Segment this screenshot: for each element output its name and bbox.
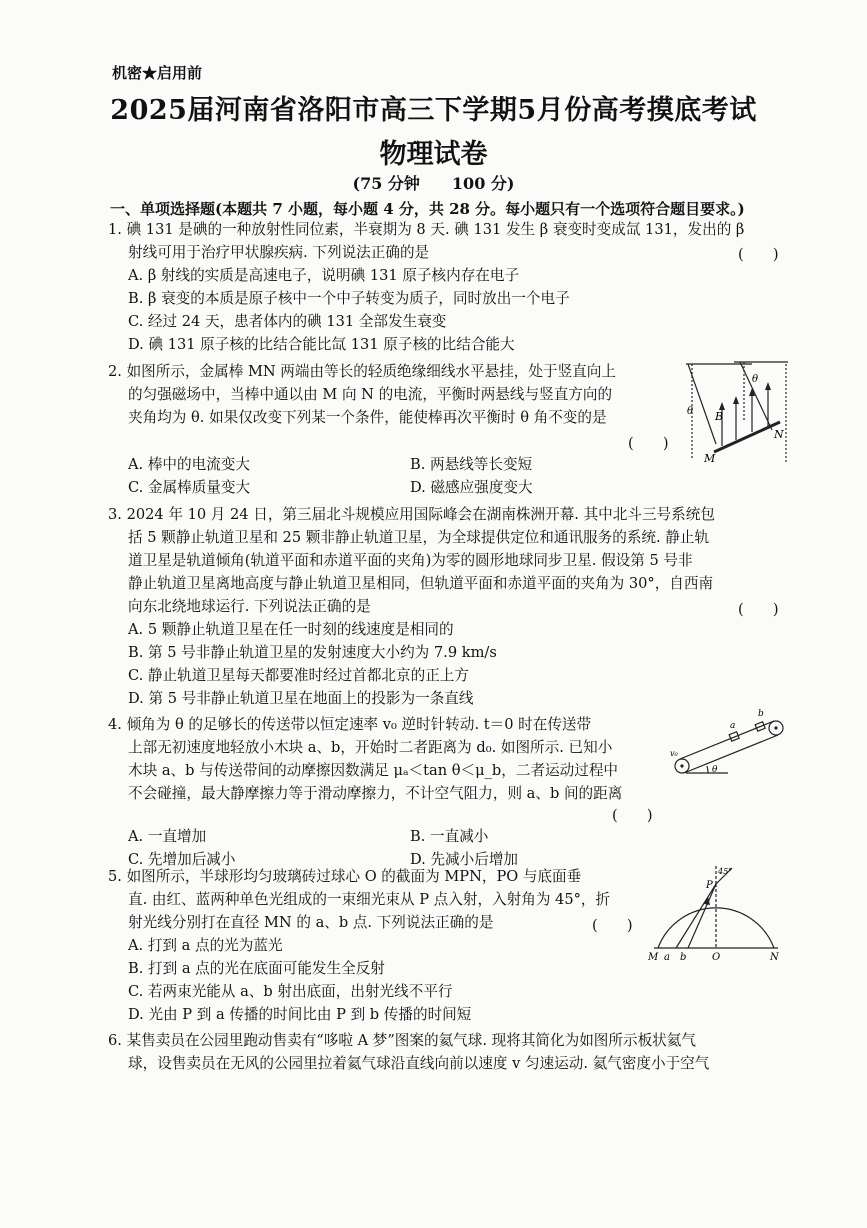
q4-stem-line3: 木块 a、b 与传送带间的动摩擦因数满足 μₐ＜tan θ＜μ_b，二者运动过程中 bbox=[128, 762, 619, 779]
q1-option-c: C. 经过 24 天，患者体内的碘 131 全部发生衰变 bbox=[128, 313, 447, 330]
q4-lower-axle bbox=[680, 764, 683, 767]
q4-stem-line1: 4. 倾角为 θ 的足够长的传送带以恒定速率 v₀ 逆时针转动. t＝0 时在传送带 bbox=[108, 716, 592, 733]
q3-stem-line5: 向东北绕地球运行. 下列说法正确的是 bbox=[128, 598, 371, 615]
q2-stem-line2: 的匀强磁场中，当棒中通以由 M 向 N 的电流，平衡时两悬线与竖直方向的 bbox=[128, 386, 613, 403]
q3-answer-paren: ( ) bbox=[738, 601, 779, 618]
q3-stem-line1: 3. 2024 年 10 月 24 日，第三届北斗规模应用国际峰会在湖南株洲开幕. 其中北斗三号系统包 bbox=[108, 506, 715, 523]
q5-option-a: A. 打到 a 点的光为蓝光 bbox=[128, 937, 283, 954]
exam-title: 2025届河南省洛阳市高三下学期5月份高考摸底考试 bbox=[110, 95, 757, 126]
q1-stem-line2: 射线可用于治疗甲状腺疾病. 下列说法正确的是 bbox=[128, 244, 430, 261]
q2-theta-right: θ bbox=[752, 374, 759, 385]
q2-label-m: M bbox=[704, 452, 716, 465]
q4-belt-top bbox=[680, 721, 774, 759]
q5-stem-line3: 射光线分别打在直径 MN 的 a、b 点. 下列说法正确的是 bbox=[128, 914, 494, 931]
q4-option-b: B. 一直减小 bbox=[410, 828, 489, 845]
q2-arrow-2 bbox=[733, 396, 739, 404]
q1-option-a: A. β 射线的实质是高速电子，说明碘 131 原子核内存在电子 bbox=[128, 267, 520, 284]
q4-label-theta: θ bbox=[712, 765, 718, 775]
q2-option-a: A. 棒中的电流变大 bbox=[128, 456, 250, 473]
q2-label-b: B bbox=[715, 410, 724, 423]
q4-option-d: D. 先减小后增加 bbox=[410, 851, 519, 868]
q3-option-b: B. 第 5 号非静止轨道卫星的发射速度大小约为 7.9 km/s bbox=[128, 644, 497, 661]
section-heading: 一、单项选择题(本题共 7 小题，每小题 4 分，共 28 分。每小题只有一个选项符合题目要求。) bbox=[110, 200, 745, 218]
time-score: (75 分钟 100 分) bbox=[352, 174, 515, 193]
q4-option-c: C. 先增加后减小 bbox=[128, 851, 236, 868]
q4-label-b: b bbox=[758, 709, 764, 719]
q5-option-b: B. 打到 a 点的光在底面可能发生全反射 bbox=[128, 960, 385, 977]
q4-upper-axle bbox=[774, 726, 777, 729]
q5-option-c: C. 若两束光能从 a、b 射出底面，出射光线不平行 bbox=[128, 983, 453, 1000]
q4-label-a: a bbox=[730, 721, 736, 731]
q2-theta-left: θ bbox=[687, 406, 694, 417]
q2-figure bbox=[682, 360, 794, 468]
q3-stem-line4: 静止轨道卫星离地高度与静止轨道卫星相同，但轨道平面和赤道平面的夹角为 30°，自西南 bbox=[128, 575, 714, 592]
q2-option-d: D. 磁感应强度变大 bbox=[410, 479, 533, 496]
q4-answer-paren: ( ) bbox=[612, 807, 653, 824]
q2-answer-paren: ( ) bbox=[628, 435, 669, 452]
q2-metal-rod bbox=[714, 422, 780, 452]
q4-option-a: A. 一直增加 bbox=[128, 828, 207, 845]
q5-refracted-ray-a bbox=[676, 884, 716, 948]
q3-stem-line3: 道卫星是轨道倾角(轨道平面和赤道平面的夹角)为零的圆形地球同步卫星. 假设第 5 号非 bbox=[128, 552, 693, 569]
q4-stem-line4: 不会碰撞，最大静摩擦力等于滑动摩擦力，不计空气阻力，则 a、b 间的距离 bbox=[128, 785, 623, 802]
q3-option-d: D. 第 5 号非静止轨道卫星在地面上的投影为一条直线 bbox=[128, 690, 474, 707]
q1-option-b: B. β 衰变的本质是原子核中一个中子转变为质子，同时放出一个电子 bbox=[128, 290, 570, 307]
q2-thread-right bbox=[740, 362, 772, 430]
q5-stem-line2: 直. 由红、蓝两种单色光组成的一束细光束从 P 点入射，入射角为 45°，折 bbox=[128, 891, 611, 908]
q5-label-b: b bbox=[680, 952, 687, 963]
q6-stem-line1: 6. 某售卖员在公园里跑动售卖有“哆啦 A 梦”图案的氦气球. 现将其简化为如图所示板状氦气 bbox=[108, 1032, 696, 1049]
subject-title: 物理试卷 bbox=[379, 139, 488, 170]
q5-label-a: a bbox=[664, 952, 670, 963]
q2-stem-line1: 2. 如图所示，金属棒 MN 两端由等长的轻质绝缘细线水平悬挂，处于竖直向上 bbox=[108, 363, 616, 380]
q5-label-m: M bbox=[648, 952, 659, 963]
q6-stem-line2: 球，设售卖员在无风的公园里拉着氦气球沿直线向前以速度 v 匀速运动. 氦气密度小于空气 bbox=[128, 1055, 710, 1072]
q2-arrow-1 bbox=[719, 402, 725, 410]
q2-option-c: C. 金属棒质量变大 bbox=[128, 479, 251, 496]
q5-label-n: N bbox=[770, 952, 779, 963]
q3-option-a: A. 5 颗静止轨道卫星在任一时刻的线速度是相同的 bbox=[128, 621, 454, 638]
q5-figure bbox=[646, 862, 786, 966]
q4-stem-line2: 上部无初速度地轻放小木块 a、b，开始时二者距离为 d₀. 如图所示. 已知小 bbox=[128, 739, 613, 756]
q2-stem-line3: 夹角均为 θ. 如果仅改变下列某一个条件，能使棒再次平衡时 θ 角不变的是 bbox=[128, 409, 607, 426]
q5-label-p: P bbox=[706, 880, 713, 891]
q5-label-angle: 45° bbox=[718, 867, 733, 876]
q3-option-c: C. 静止轨道卫星每天都要准时经过首都北京的正上方 bbox=[128, 667, 469, 684]
q4-figure bbox=[668, 706, 790, 780]
confidential-label: 机密★启用前 bbox=[112, 64, 203, 82]
q5-answer-paren: ( ) bbox=[592, 917, 633, 934]
q3-stem-line2: 括 5 颗静止轨道卫星和 25 颗非静止轨道卫星，为全球提供定位和通讯服务的系统. 静止轨 bbox=[128, 529, 710, 546]
q1-option-d: D. 碘 131 原子核的比结合能比氙 131 原子核的比结合能大 bbox=[128, 336, 515, 353]
q4-label-v0: v₀ bbox=[670, 749, 678, 758]
q2-option-b: B. 两悬线等长变短 bbox=[410, 456, 533, 473]
q1-stem-line1: 1. 碘 131 是碘的一种放射性同位素，半衰期为 8 天. 碘 131 发生 β 衰变时变成氙 131，发出的 β bbox=[108, 221, 745, 238]
q5-stem-line1: 5. 如图所示，半球形均匀玻璃砖过球心 O 的截面为 MPN，PO 与底面垂 bbox=[108, 868, 582, 885]
q5-label-o: O bbox=[712, 952, 721, 963]
q5-option-d: D. 光由 P 到 a 传播的时间比由 P 到 b 传播的时间短 bbox=[128, 1006, 472, 1023]
q4-angle-arc bbox=[707, 766, 708, 773]
q1-answer-paren: ( ) bbox=[738, 246, 779, 263]
q2-arrow-4 bbox=[765, 382, 771, 390]
q2-label-n: N bbox=[774, 428, 784, 441]
q5-refracted-ray-b bbox=[688, 884, 716, 948]
